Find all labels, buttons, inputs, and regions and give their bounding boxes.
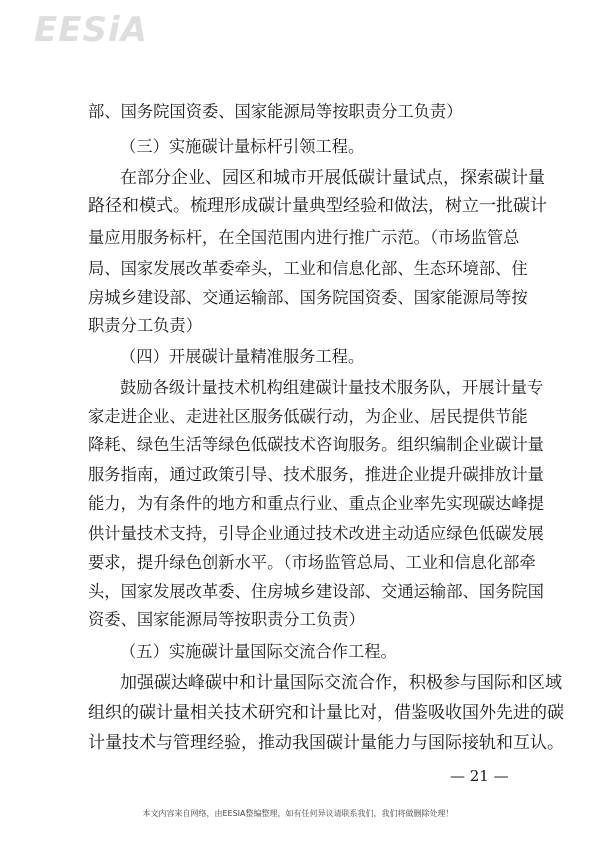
page-number: — 21 —: [450, 767, 509, 785]
text-line: 服务指南，通过政策引导、技术服务，推进企业提升碳排放计量: [88, 465, 544, 484]
text-line: 职责分工负责）: [88, 316, 202, 335]
text-line: 家走进企业、走进社区服务低碳行动，为企业、居民提供节能: [88, 407, 528, 426]
text-line: 在部分企业、园区和城市开展低碳计量试点，探索碳计量: [120, 168, 545, 188]
text-line: 鼓励各级计量技术机构组建碳计量技术服务队，开展计量专: [120, 378, 544, 397]
footer-disclaimer: 本文内容来自网络，由EESIA整编整理，如有任何异议请联系我们，我们将做删除处理！: [142, 809, 454, 818]
text-line: 路径和模式。梳理形成碳计量典型经验和做法，树立一批碳计: [88, 196, 547, 216]
text-line: 房城乡建设部、交通运输部、国务院国资委、国家能源局等按: [88, 288, 528, 307]
section-heading-5: （五）实施碳计量国际交流合作工程。: [120, 642, 397, 661]
text-line: 加强碳达峰碳中和计量国际交流合作，积极参与国际和区域: [120, 673, 562, 693]
text-line: 组织的碳计量相关技术研究和计量比对，借鉴吸收国外先进的碳: [88, 703, 564, 723]
text-line: 降耗、绿色生活等绿色低碳技术咨询服务。组织编制企业碳计量: [88, 435, 544, 454]
text-line: 部、国务院国资委、国家能源局等按职责分工负责）: [88, 102, 463, 121]
text-line: 局、国家发展改革委牵头，工业和信息化部、生态环境部、住: [88, 259, 528, 278]
eesia-watermark-logo: EESiA: [34, 10, 148, 50]
section-heading-3: （三）实施碳计量标杆引领工程。: [120, 137, 365, 156]
text-line: 头，国家发展改革委、住房城乡建设部、交通运输部、国务院国: [88, 582, 544, 601]
text-line: 资委、国家能源局等按职责分工负责）: [88, 610, 365, 629]
text-line: 能力，为有条件的地方和重点行业、重点企业率先实现碳达峰提: [88, 494, 544, 513]
text-line: 供计量技术支持，引导企业通过技术改进主动适应绿色低碳发展: [88, 524, 544, 543]
text-line: 量应用服务标杆，在全国范围内进行推广示范。（市场监管总: [88, 228, 520, 247]
section-heading-4: （四）开展碳计量精准服务工程。: [120, 347, 365, 366]
text-line: 要求，提升绿色创新水平。（市场监管总局、工业和信息化部牵: [88, 553, 536, 572]
text-line: 计量技术与管理经验，推动我国碳计量能力与国际接轨和互认。: [88, 733, 564, 753]
